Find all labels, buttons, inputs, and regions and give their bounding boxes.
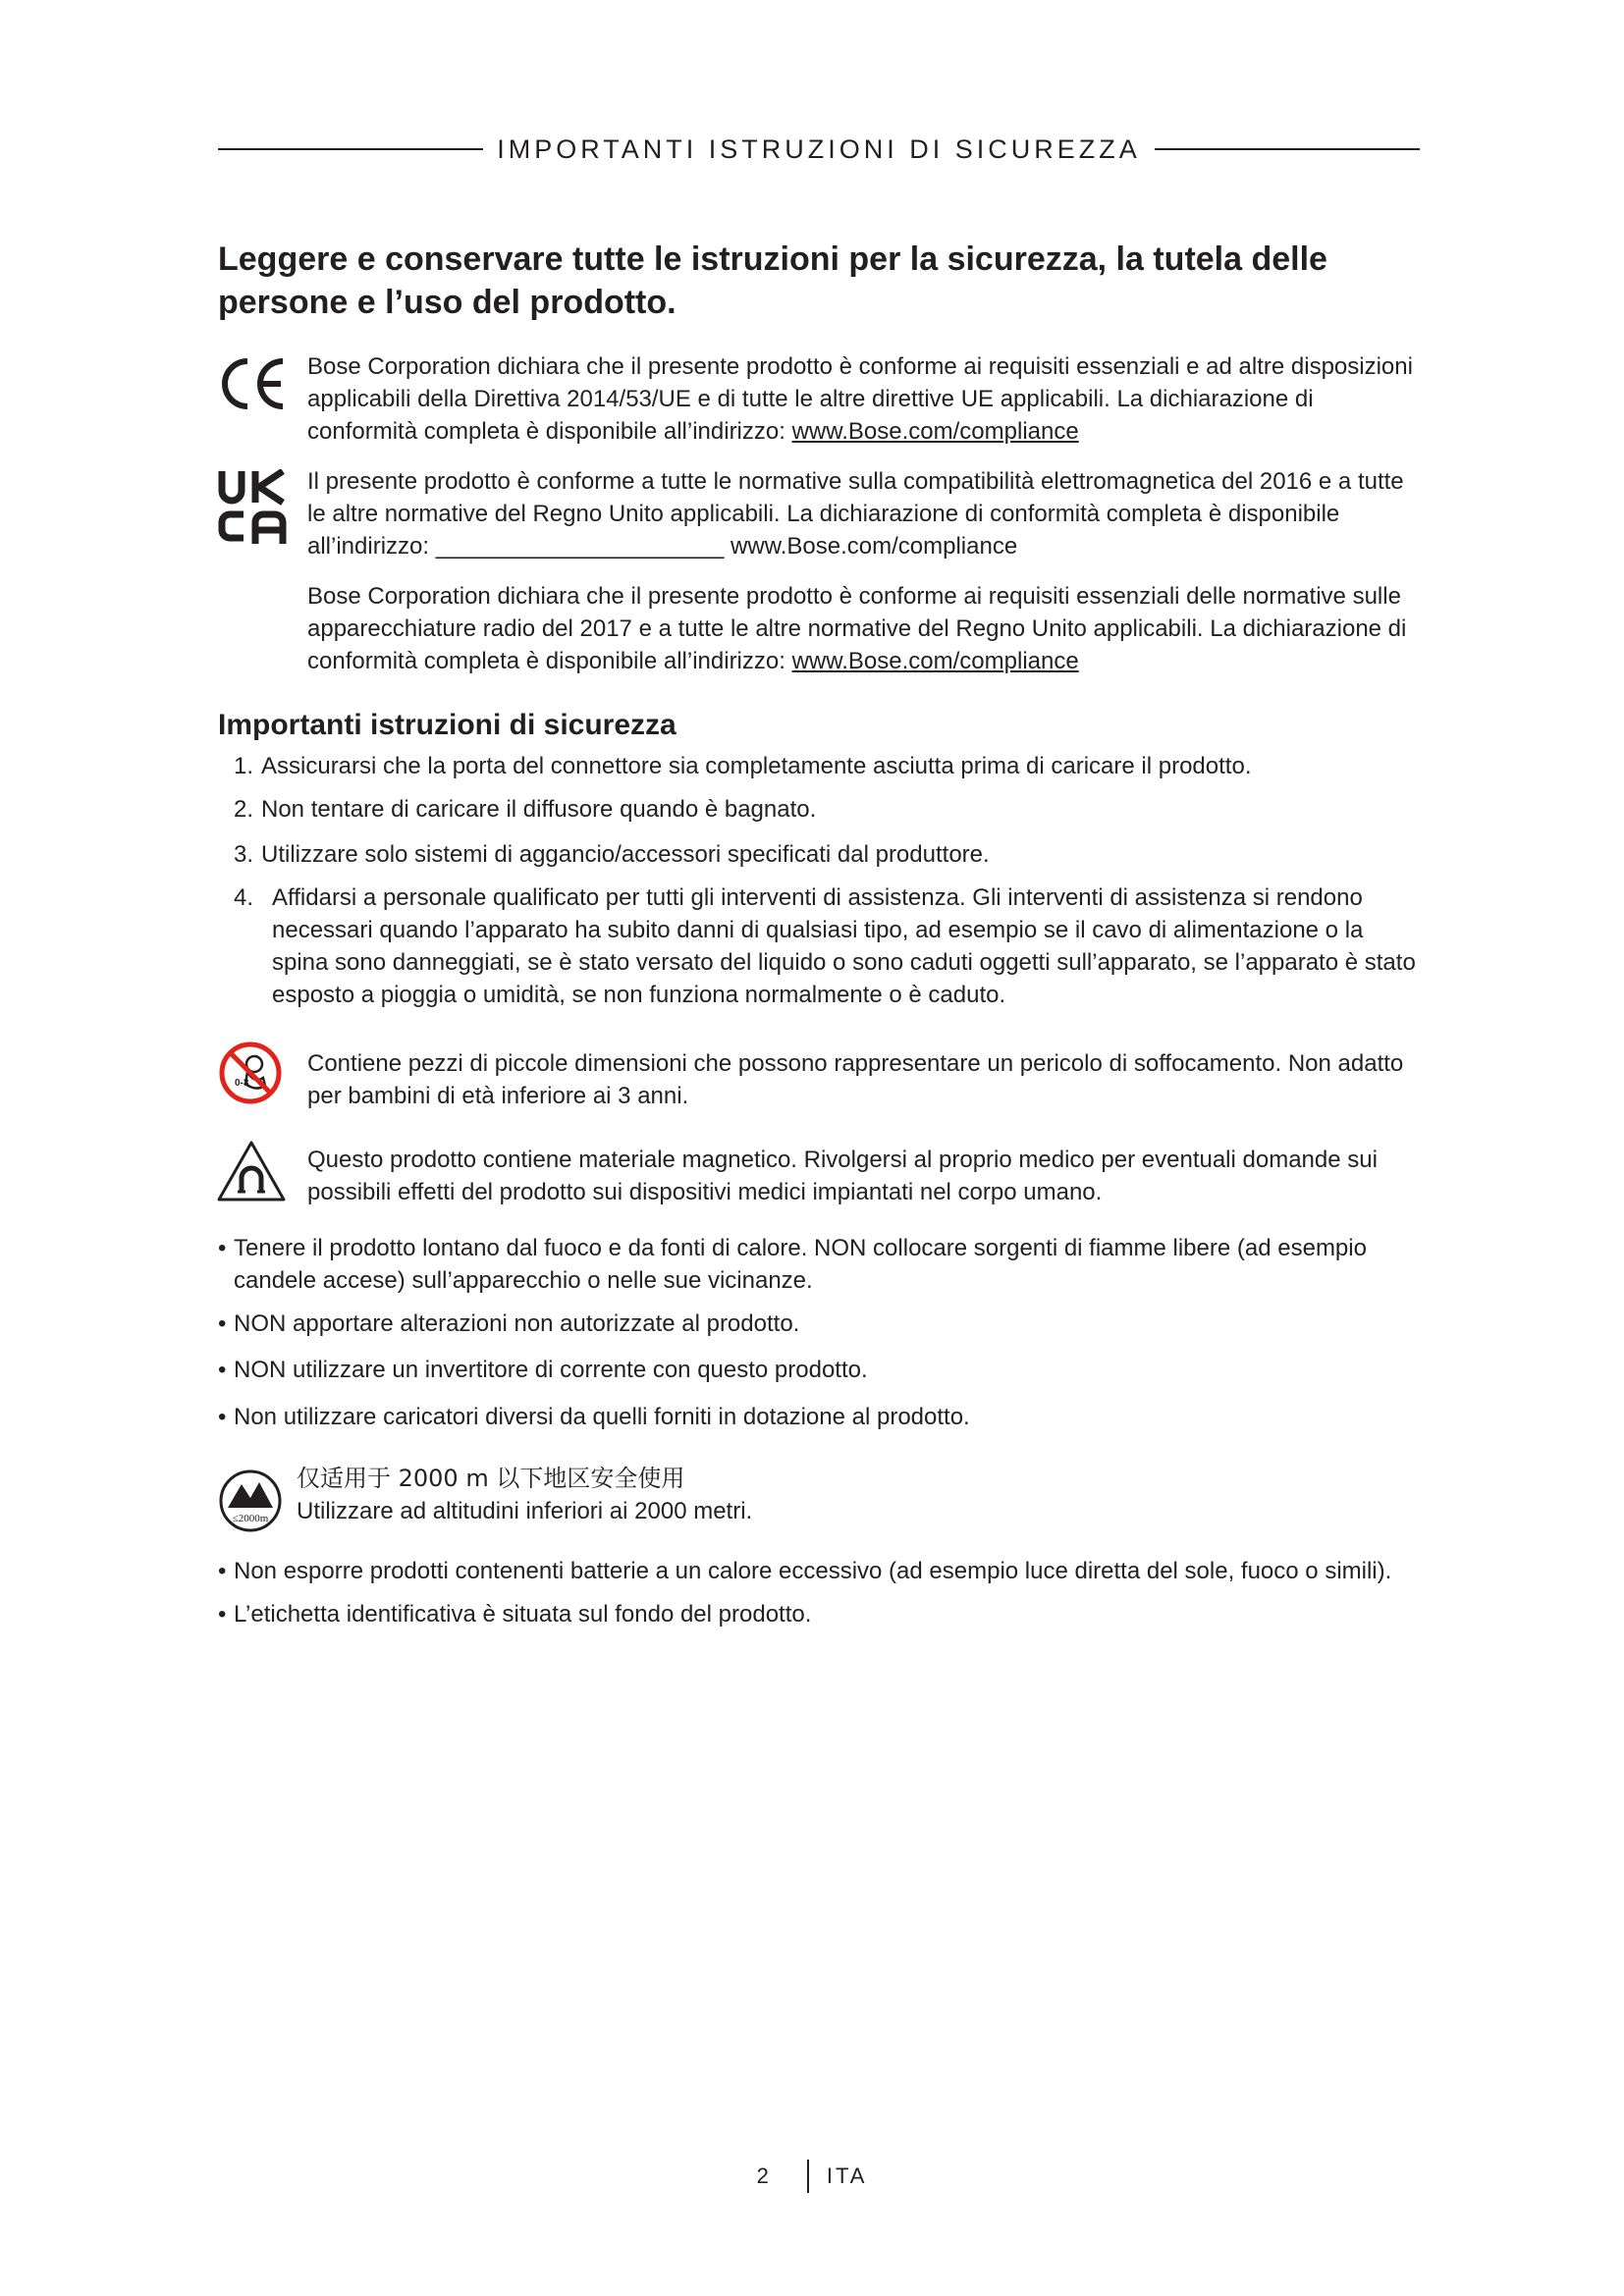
choking-hazard-icon <box>218 1041 283 1105</box>
list-item-text: Non utilizzare caricatori diversi da quelli forniti in dotazione al prodotto. <box>234 1404 970 1430</box>
list-item-text: L’etichetta identificativa è situata sul fondo del prodotto. <box>234 1601 812 1628</box>
altitude-chinese: 仅适用于 2000 m 以下地区安全使用 <box>297 1465 685 1492</box>
list-item-text: Non tentare di caricare il diffusore quando è bagnato. <box>261 796 817 823</box>
header-rule-right <box>1155 148 1420 150</box>
altitude-italian: Utilizzare ad altitudini inferiori ai 2000 metri. <box>297 1498 753 1524</box>
list-item-text: Affidarsi a personale qualificato per tutti gli interventi di assistenza. Gli interventi di assistenza si rendono necessari quando l’apparato ha subito danni di qualsiasi tipo, ad esempio se il cavo di alimentazione o la spina sono danneggiati, se è stato versato del liquido o sono caduti oggetti sull’apparato, se l’apparato è stato esposto a pioggia o umidità, se non funziona normalmente o è caduto. <box>272 884 1416 1008</box>
list-item-number: 3. <box>234 841 254 868</box>
altitude-icon-label: ≤2000m <box>232 1513 269 1524</box>
bullet-dot: • <box>218 1404 227 1430</box>
choking-age-label: 0-3 <box>235 1078 249 1089</box>
page-header <box>218 130 1420 169</box>
radio-declaration <box>307 580 1427 677</box>
altitude-note <box>297 1463 1416 1527</box>
list-item-text: Assicurarsi che la porta del connettore sia completamente asciutta prima di caricare il prodotto. <box>261 753 1252 779</box>
magnetic-warning <box>307 1144 1427 1208</box>
choking-warning-text: Contiene pezzi di piccole dimensioni che possono rappresentare un pericolo di soffocamento. Non adatto per bambini di età inferiore ai 3 anni. <box>307 1050 1404 1109</box>
ukca-mark-icon <box>218 469 289 546</box>
ce-declaration-text: Bose Corporation dichiara che il presente prodotto è conforme ai requisiti essenziali e ad altre disposizioni applicabili della Direttiva 2014/53/UE e di tutte le altre direttive UE applicabili. La dichiarazione di conformità completa è disponibile all’indirizzo: <box>307 353 1413 445</box>
ukca-declaration <box>307 465 1427 562</box>
page-footer <box>0 2160 1624 2193</box>
list-item-number: 2. <box>234 796 254 823</box>
language-code: ITA <box>826 2163 868 2188</box>
bullet-dot: • <box>218 1235 227 1261</box>
list-item-number: 1. <box>234 753 254 779</box>
list-item-text: Utilizzare solo sistemi di aggancio/accessori specificati dal produttore. <box>261 841 990 868</box>
page-title: Leggere e conservare tutte le istruzioni per la sicurezza, la tutela delle persone e l’uso del prodotto. <box>218 240 1327 321</box>
ukca-blank: ______________________ <box>435 533 725 560</box>
choking-warning <box>307 1047 1427 1112</box>
page-number: 2 <box>756 2163 772 2188</box>
bullet-dot: • <box>218 1558 227 1584</box>
list-item-text: NON apportare alterazioni non autorizzate al prodotto. <box>234 1310 800 1337</box>
ce-mark-icon <box>218 355 289 412</box>
header-rule-left <box>218 148 483 150</box>
list-item-text: Tenere il prodotto lontano dal fuoco e da fonti di calore. NON collocare sorgenti di fiamme libere (ad esempio candele accese) sull’apparecchio o nelle sue vicinanze. <box>234 1235 1367 1294</box>
bullet-dot: • <box>218 1601 227 1628</box>
radio-compliance-link[interactable]: www.Bose.com/compliance <box>791 648 1079 674</box>
bullet-dot: • <box>218 1310 227 1337</box>
header-title: IMPORTANTI ISTRUZIONI DI SICUREZZA <box>497 133 1141 164</box>
ce-compliance-link[interactable]: www.Bose.com/compliance <box>791 418 1079 445</box>
section-title: Importanti istruzioni di sicurezza <box>218 709 677 741</box>
list-item-text: NON utilizzare un invertitore di corrente con questo prodotto. <box>234 1357 868 1383</box>
list-item-text: Non esporre prodotti contenenti batterie a un calore eccessivo (ad esempio luce diretta del sole, fuoco o simili). <box>234 1558 1392 1584</box>
altitude-icon <box>218 1468 283 1533</box>
footer-separator <box>807 2160 809 2193</box>
magnet-warning-icon <box>216 1139 287 1203</box>
ce-declaration <box>307 350 1427 448</box>
ukca-compliance-link[interactable]: www.Bose.com/compliance <box>731 533 1018 560</box>
bullet-dot: • <box>218 1357 227 1383</box>
radio-declaration-text: Bose Corporation dichiara che il presente prodotto è conforme ai requisiti essenziali delle normative sulle apparecchiature radio del 2017 e a tutte le altre normative del Regno Unito applicabili. La dichiarazione di conformità completa è disponibile all’indirizzo: <box>307 583 1407 674</box>
magnetic-warning-text: Questo prodotto contiene materiale magnetico. Rivolgersi al proprio medico per eventuali domande sui possibili effetti del prodotto sui dispositivi medici impiantati nel corpo umano. <box>307 1147 1378 1205</box>
list-item-number: 4. <box>234 884 254 911</box>
ukca-declaration-text: Il presente prodotto è conforme a tutte le normative sulla compatibilità elettromagnetica del 2016 e a tutte le altre normative del Regno Unito applicabili. La dichiarazione di conformità completa è disponibile all’indirizzo: <box>307 468 1404 560</box>
